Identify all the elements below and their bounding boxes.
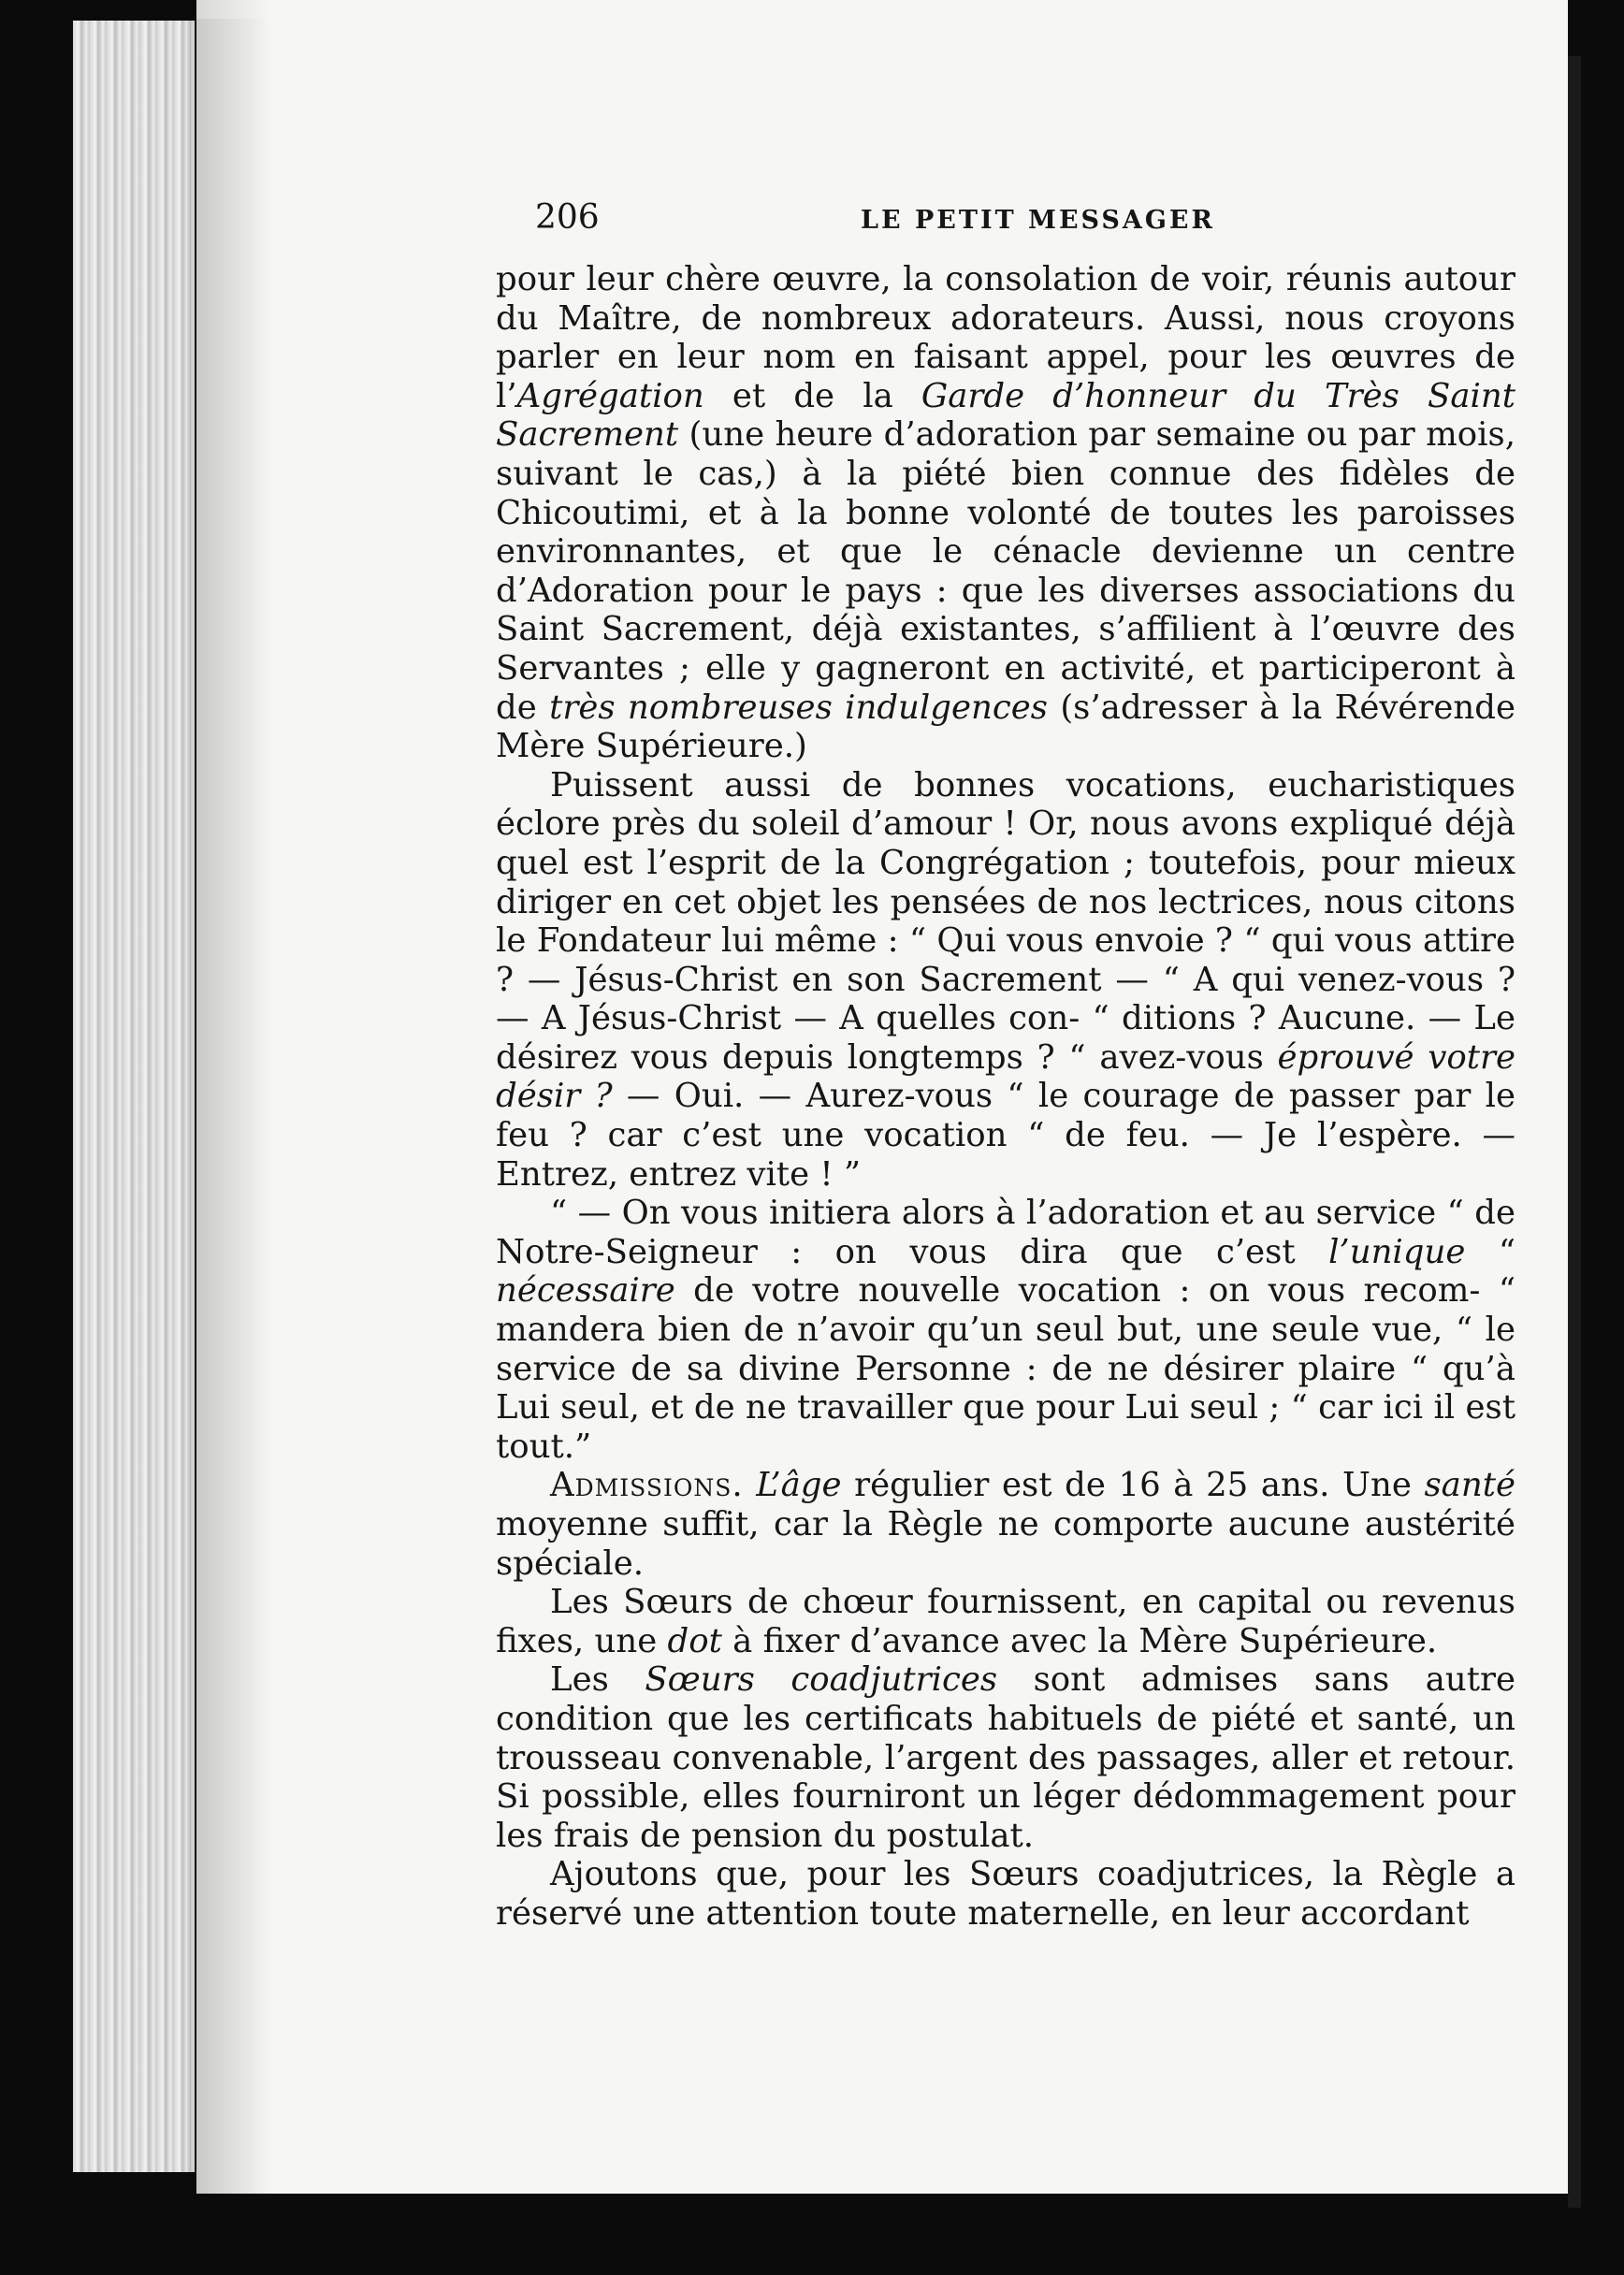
text-run: régulier est de 16 à 25 ans. Une (841, 1466, 1425, 1505)
text-run: “ — On vous initiera alors à l’adoration et au service “ de Notre-Seigneur : on vous dira que c’est (496, 1194, 1515, 1271)
italic-text: nécessaire (496, 1271, 675, 1311)
paragraph-p1 (496, 260, 1515, 766)
text-run: à fixer d’avance avec la Mère Supérieure. (721, 1621, 1438, 1660)
text-run: (s’adresser à la Révérende Mère Supérieure.) (496, 688, 1515, 766)
italic-text: L’âge (756, 1466, 842, 1505)
italic-text: santé (1424, 1466, 1515, 1505)
spine-shadow (187, 19, 271, 2198)
italic-text: éprouvé votre désir ? (496, 1037, 1515, 1116)
page-number: 206 (535, 198, 600, 237)
text-run: de votre nouvelle vocation : on vous recom- “ mandera bien de n’avoir qu’un seul but, une seule vue, “ le service de sa divine Personne : de ne désirer plaire “ qu’à Lui seul, et de ne travailler que pour Lui seul ; “ car ici il est tout.” (496, 1271, 1515, 1466)
italic-text: Agrégation (516, 376, 704, 415)
text-run (744, 1466, 757, 1504)
text-run: “ (1465, 1232, 1515, 1271)
text-run: Ajoutons que, pour les Sœurs coadjutrices, la Règle a réservé une attention toute maternelle, en leur accordant (496, 1855, 1515, 1933)
italic-text: dot (667, 1621, 722, 1660)
paragraph-p4 (496, 1466, 1515, 1583)
paragraph-p3 (496, 1194, 1515, 1466)
text-run: pour leur chère œuvre, la consolation de voir, réunis autour du Maître, de nombreux adorateurs. Aussi, nous croyons parler en leur nom en faisant appel, pour les œuvres de l’ (496, 260, 1515, 415)
paragraph-p5 (496, 1583, 1515, 1660)
text-run: (une heure d’adoration par semaine ou par mois, suivant le cas,) à la piété bien connue des fidèles de Chicoutimi, et à la bonne volonté de toutes les paroisses environnantes, et que le cénacle devienne un centre d’Adoration pour le pays : que les diverses associations du Saint Sacrement, déjà existantes, s’affilient à l’œuvre des Servantes ; elle y gagneront en activité, et participeront à de (496, 415, 1515, 727)
text-run: Les (550, 1660, 645, 1700)
text-run: Puissent aussi de bonnes vocations, eucharistiques éclore près du soleil d’amour ! Or, nous avons expliqué déjà quel est l’esprit de la Congrégation ; toutefois, pour mieux diriger en cet objet les pensées de nos lectrices, nous citons le Fondateur lui même : “ Qui vous envoie ? “ qui vous attire ? — Jésus-Christ en son Sacrement — “ A qui venez-vous ? — A Jésus-Christ — A quelles con- “ ditions ? Aucune. — Le désirez vous depuis longtemps ? “ avez-vous (496, 765, 1515, 1077)
page-content (496, 198, 1515, 1934)
text-run: Les Sœurs de chœur fournissent, en capital ou revenus fixes, une (496, 1583, 1515, 1660)
right-page-edge (1568, 56, 1581, 2208)
text-run: — Oui. — Aurez-vous “ le courage de passer par le feu ? car c’est une vocation “ de feu. — Je l’espère. — Entrez, entrez vite ! ” (496, 1077, 1516, 1194)
small-caps-text: Admissions. (550, 1466, 744, 1505)
paragraph-p7 (496, 1855, 1515, 1933)
text-run: moyenne suffit, car la Règle ne comporte aucune austérité spéciale. (496, 1505, 1515, 1583)
italic-text: l’unique (1328, 1232, 1466, 1271)
text-run: sont admises sans autre condition que les certificats habituels de piété et santé, un trousseau convenable, l’argent des passages, aller et retour. Si possible, elles fourniront un léger dédommagement pour les frais de pension du postulat. (496, 1660, 1515, 1855)
italic-text: très nombreuses indulgences (549, 688, 1048, 727)
running-title: LE PETIT MESSAGER (861, 206, 1215, 235)
book-page-edges (73, 21, 195, 2172)
text-run: et de la (703, 376, 921, 415)
running-head (496, 198, 1515, 254)
italic-text: Garde d’honneur du Très Saint Sacrement (496, 376, 1515, 455)
italic-text: Sœurs coadjutrices (645, 1660, 998, 1700)
body-text (496, 260, 1515, 1934)
paragraph-p6 (496, 1660, 1515, 1855)
paragraph-p2 (496, 766, 1515, 1195)
